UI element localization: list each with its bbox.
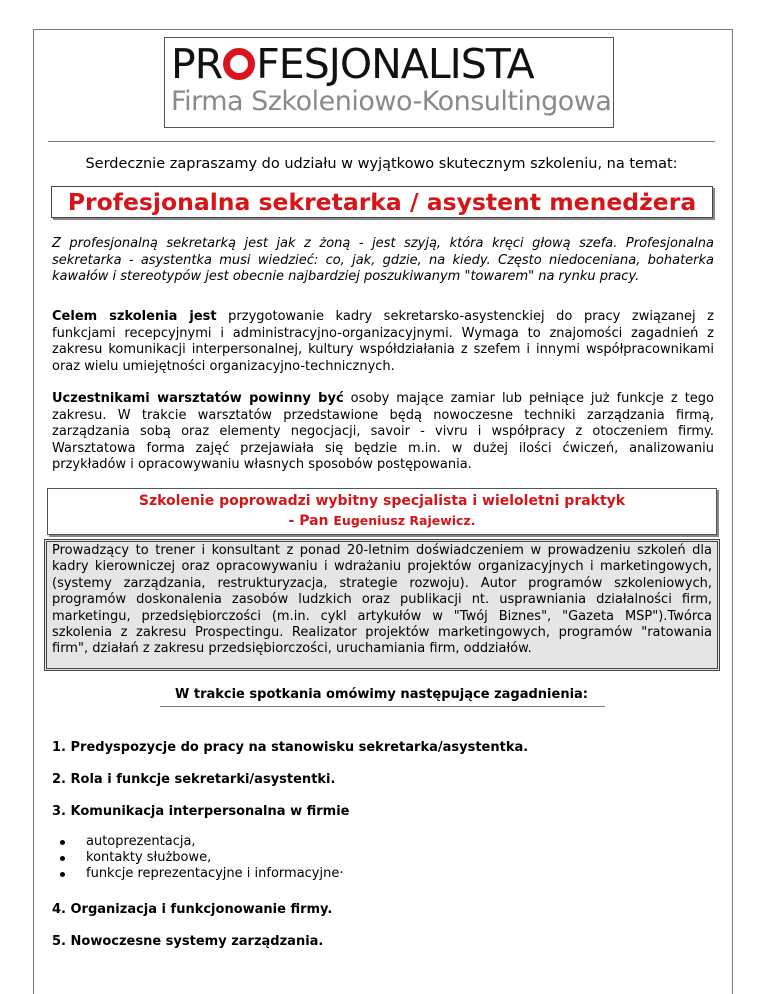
topic-item: 1. Predyspozycje do pracy na stanowisku sekretarka/asystentka. [52, 740, 529, 755]
trainer-line2: - Pan Eugeniusz Rajewicz. [288, 513, 476, 529]
participants-text: osoby mające zamiar lub pełniące już funkcje z tego zakresu. W trakcie warsztatów przedstawione będą nowoczesne techniki zarządzania firmą, zarządzania sobą oraz elementy negocjacji, savoir - vivru i współpracy z otoczeniem firmy. Warsztatowa forma zajęć przejawiała się będzie m.in. w dużej ilości ćwiczeń, analizowaniu przykładów i opracowywaniu własnych sposobów postępowania. [52, 391, 714, 472]
bullet-item: funkcje reprezentacyjne i informacyjne· [60, 866, 343, 882]
topic-item: 4. Organizacja i funkcjonowanie firmy. [52, 902, 333, 917]
trainer-bio: Prowadzący to trener i konsultant z ponad 20-letnim doświadczeniem w prowadzeniu szkoleń dla kadry kierowniczej oraz opracowywaniu i wdrażaniu projektów organizacyjnych i marketingowych, (systemy zarządzania, restrukturyzacja, strategie rozwoju). Autor programów szkoleniowych, programów doskonalenia zasobów ludzkich oraz publikacji nt. usprawniania działalności firm, marketingu, przedsiębiorczości (m.in. cykl artykułów w "Twój Biznes", "Gazeta MSP").Twórca szkolenia z zakresu Prospectingu. Realizator projektów marketingowych, programów "ratowania firm", działań z zakresu przedsiębiorczości, uruchamiania firm, oddziałów. [44, 539, 720, 671]
logo-subtitle: Firma Szkoleniowo-Konsultingowa [171, 86, 612, 117]
logo-title: PR FESJONALISTA [171, 40, 534, 88]
invite-text: Serdecznie zapraszamy do udziału w wyjątkowo skutecznym szkoleniu, na temat: [85, 156, 678, 172]
trainer-name: Eugeniusz Rajewicz. [333, 513, 476, 528]
topic-3-bullets [60, 834, 343, 882]
logo-o-ring-icon [223, 48, 255, 80]
topic-item: 2. Rola i funkcje sekretarki/asystentki. [52, 772, 336, 787]
topics-heading-underline [160, 706, 605, 707]
trainer-line1: Szkolenie poprowadzi wybitny specjalista i wieloletni praktyk [138, 493, 626, 509]
company-logo [164, 37, 614, 128]
divider-top [48, 141, 715, 142]
trainer-box [47, 488, 717, 535]
bullet-item: autoprezentacja, [60, 834, 343, 850]
topic-item: 5. Nowoczesne systemy zarządzania. [52, 934, 324, 949]
bullet-item: kontakty służbowe, [60, 850, 343, 866]
goal-lead: Celem szkolenia jest [52, 309, 217, 324]
topic-item: 3. Komunikacja interpersonalna w firmie [52, 804, 350, 819]
topics-heading: W trakcie spotkania omówimy następujące zagadnienia: [174, 687, 589, 702]
goal-text: przygotowanie kadry sekretarsko-asystenckiej do pracy związanej z funkcjami recepcyjnymi i administracyjno-organizacyjnymi. Wymaga to znajomości zagadnień z zakresu komunikacji interpersonalnej, kultury współdziałania z szefem i innymi współpracownikami oraz wielu umiejętności organizacyjno-technicznych. [52, 309, 714, 374]
intro-paragraph: Z profesjonalną sekretarką jest jak z żoną - jest szyją, która kręci głową szefa. Profesjonalna sekretarka - asystentka musi wiedzieć: co, jak, gdzie, na kiedy. Często niedoceniana, bohaterka kawałów i stereotypów jest obecnie najbardziej poszukiwanym "towarem" na rynku pracy. [52, 236, 714, 284]
course-title-box [51, 186, 713, 218]
participants-lead: Uczestnikami warsztatów powinny być [52, 391, 344, 406]
course-title: Profesjonalna sekretarka / asystent menedżera [67, 188, 697, 216]
participants-paragraph [52, 391, 714, 474]
goal-paragraph [52, 309, 714, 375]
